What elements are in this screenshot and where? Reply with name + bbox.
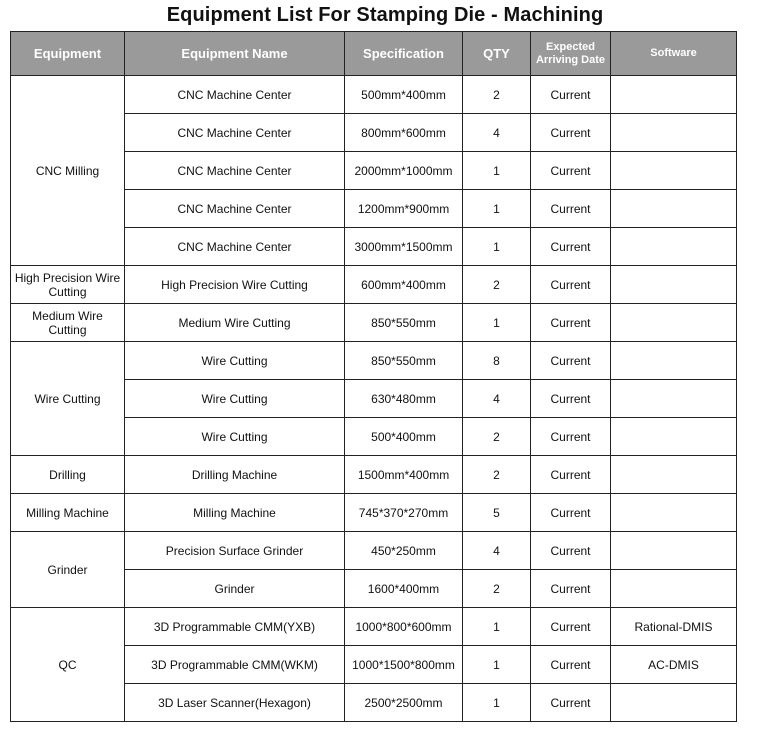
arriving-date-cell: Current	[531, 456, 611, 494]
qty-cell: 2	[463, 418, 531, 456]
software-cell	[611, 76, 737, 114]
specification-cell: 1200mm*900mm	[345, 190, 463, 228]
header-software: Software	[611, 32, 737, 76]
equipment-name-cell: CNC Machine Center	[125, 76, 345, 114]
specification-cell: 1600*400mm	[345, 570, 463, 608]
software-cell	[611, 114, 737, 152]
qty-cell: 4	[463, 380, 531, 418]
arriving-date-cell: Current	[531, 418, 611, 456]
specification-cell: 850*550mm	[345, 342, 463, 380]
arriving-date-cell: Current	[531, 608, 611, 646]
table-row	[11, 608, 737, 646]
table-row	[11, 266, 737, 304]
arriving-date-cell: Current	[531, 114, 611, 152]
arriving-date-cell: Current	[531, 76, 611, 114]
qty-cell: 8	[463, 342, 531, 380]
arriving-date-cell: Current	[531, 152, 611, 190]
software-cell	[611, 266, 737, 304]
equipment-category-cell: Wire Cutting	[11, 342, 125, 456]
software-cell	[611, 228, 737, 266]
equipment-category-cell: Medium Wire Cutting	[11, 304, 125, 342]
arriving-date-cell: Current	[531, 228, 611, 266]
software-cell: Rational-DMIS	[611, 608, 737, 646]
arriving-date-cell: Current	[531, 380, 611, 418]
equipment-category-cell: CNC Milling	[11, 76, 125, 266]
specification-cell: 800mm*600mm	[345, 114, 463, 152]
arriving-date-cell: Current	[531, 494, 611, 532]
software-cell	[611, 304, 737, 342]
qty-cell: 1	[463, 608, 531, 646]
equipment-name-cell: 3D Programmable CMM(WKM)	[125, 646, 345, 684]
software-cell	[611, 152, 737, 190]
equipment-category-cell: High Precision Wire Cutting	[11, 266, 125, 304]
equipment-name-cell: Precision Surface Grinder	[125, 532, 345, 570]
table-row	[11, 342, 737, 380]
specification-cell: 2000mm*1000mm	[345, 152, 463, 190]
arriving-date-cell: Current	[531, 646, 611, 684]
equipment-name-cell: Wire Cutting	[125, 342, 345, 380]
equipment-name-cell: Wire Cutting	[125, 418, 345, 456]
software-cell	[611, 342, 737, 380]
software-cell	[611, 456, 737, 494]
equipment-name-cell: CNC Machine Center	[125, 228, 345, 266]
arriving-date-cell: Current	[531, 684, 611, 722]
software-cell	[611, 570, 737, 608]
specification-cell: 3000mm*1500mm	[345, 228, 463, 266]
software-cell: AC-DMIS	[611, 646, 737, 684]
software-cell	[611, 494, 737, 532]
qty-cell: 2	[463, 266, 531, 304]
equipment-category-cell: Grinder	[11, 532, 125, 608]
header-specification: Specification	[345, 32, 463, 76]
equipment-name-cell: CNC Machine Center	[125, 152, 345, 190]
header-qty: QTY	[463, 32, 531, 76]
specification-cell: 450*250mm	[345, 532, 463, 570]
equipment-name-cell: Grinder	[125, 570, 345, 608]
equipment-category-cell: Drilling	[11, 456, 125, 494]
specification-cell: 850*550mm	[345, 304, 463, 342]
table-row	[11, 76, 737, 114]
qty-cell: 4	[463, 532, 531, 570]
qty-cell: 1	[463, 304, 531, 342]
arriving-date-cell: Current	[531, 304, 611, 342]
equipment-name-cell: 3D Programmable CMM(YXB)	[125, 608, 345, 646]
header-expected-arriving-date: Expected Arriving Date	[531, 32, 611, 76]
specification-cell: 630*480mm	[345, 380, 463, 418]
software-cell	[611, 380, 737, 418]
equipment-category-cell: QC	[11, 608, 125, 722]
arriving-date-cell: Current	[531, 342, 611, 380]
arriving-date-cell: Current	[531, 190, 611, 228]
specification-cell: 2500*2500mm	[345, 684, 463, 722]
equipment-name-cell: Drilling Machine	[125, 456, 345, 494]
software-cell	[611, 684, 737, 722]
qty-cell: 5	[463, 494, 531, 532]
table-row	[11, 304, 737, 342]
specification-cell: 500mm*400mm	[345, 76, 463, 114]
qty-cell: 1	[463, 646, 531, 684]
page-title: Equipment List For Stamping Die - Machining	[166, 4, 604, 26]
arriving-date-cell: Current	[531, 570, 611, 608]
qty-cell: 1	[463, 228, 531, 266]
header-equipment-name: Equipment Name	[125, 32, 345, 76]
table-row	[11, 494, 737, 532]
equipment-table	[10, 31, 737, 722]
table-row	[11, 532, 737, 570]
table-header-row	[11, 32, 737, 76]
equipment-name-cell: 3D Laser Scanner(Hexagon)	[125, 684, 345, 722]
equipment-name-cell: CNC Machine Center	[125, 114, 345, 152]
equipment-category-cell: Milling Machine	[11, 494, 125, 532]
specification-cell: 1000*1500*800mm	[345, 646, 463, 684]
qty-cell: 2	[463, 570, 531, 608]
header-equipment: Equipment	[11, 32, 125, 76]
equipment-name-cell: High Precision Wire Cutting	[125, 266, 345, 304]
software-cell	[611, 190, 737, 228]
software-cell	[611, 532, 737, 570]
table-row	[11, 456, 737, 494]
equipment-name-cell: Wire Cutting	[125, 380, 345, 418]
equipment-name-cell: Medium Wire Cutting	[125, 304, 345, 342]
qty-cell: 1	[463, 190, 531, 228]
qty-cell: 4	[463, 114, 531, 152]
specification-cell: 500*400mm	[345, 418, 463, 456]
specification-cell: 1500mm*400mm	[345, 456, 463, 494]
software-cell	[611, 418, 737, 456]
specification-cell: 600mm*400mm	[345, 266, 463, 304]
specification-cell: 1000*800*600mm	[345, 608, 463, 646]
qty-cell: 1	[463, 684, 531, 722]
arriving-date-cell: Current	[531, 532, 611, 570]
qty-cell: 1	[463, 152, 531, 190]
specification-cell: 745*370*270mm	[345, 494, 463, 532]
equipment-name-cell: Milling Machine	[125, 494, 345, 532]
arriving-date-cell: Current	[531, 266, 611, 304]
qty-cell: 2	[463, 76, 531, 114]
equipment-name-cell: CNC Machine Center	[125, 190, 345, 228]
qty-cell: 2	[463, 456, 531, 494]
